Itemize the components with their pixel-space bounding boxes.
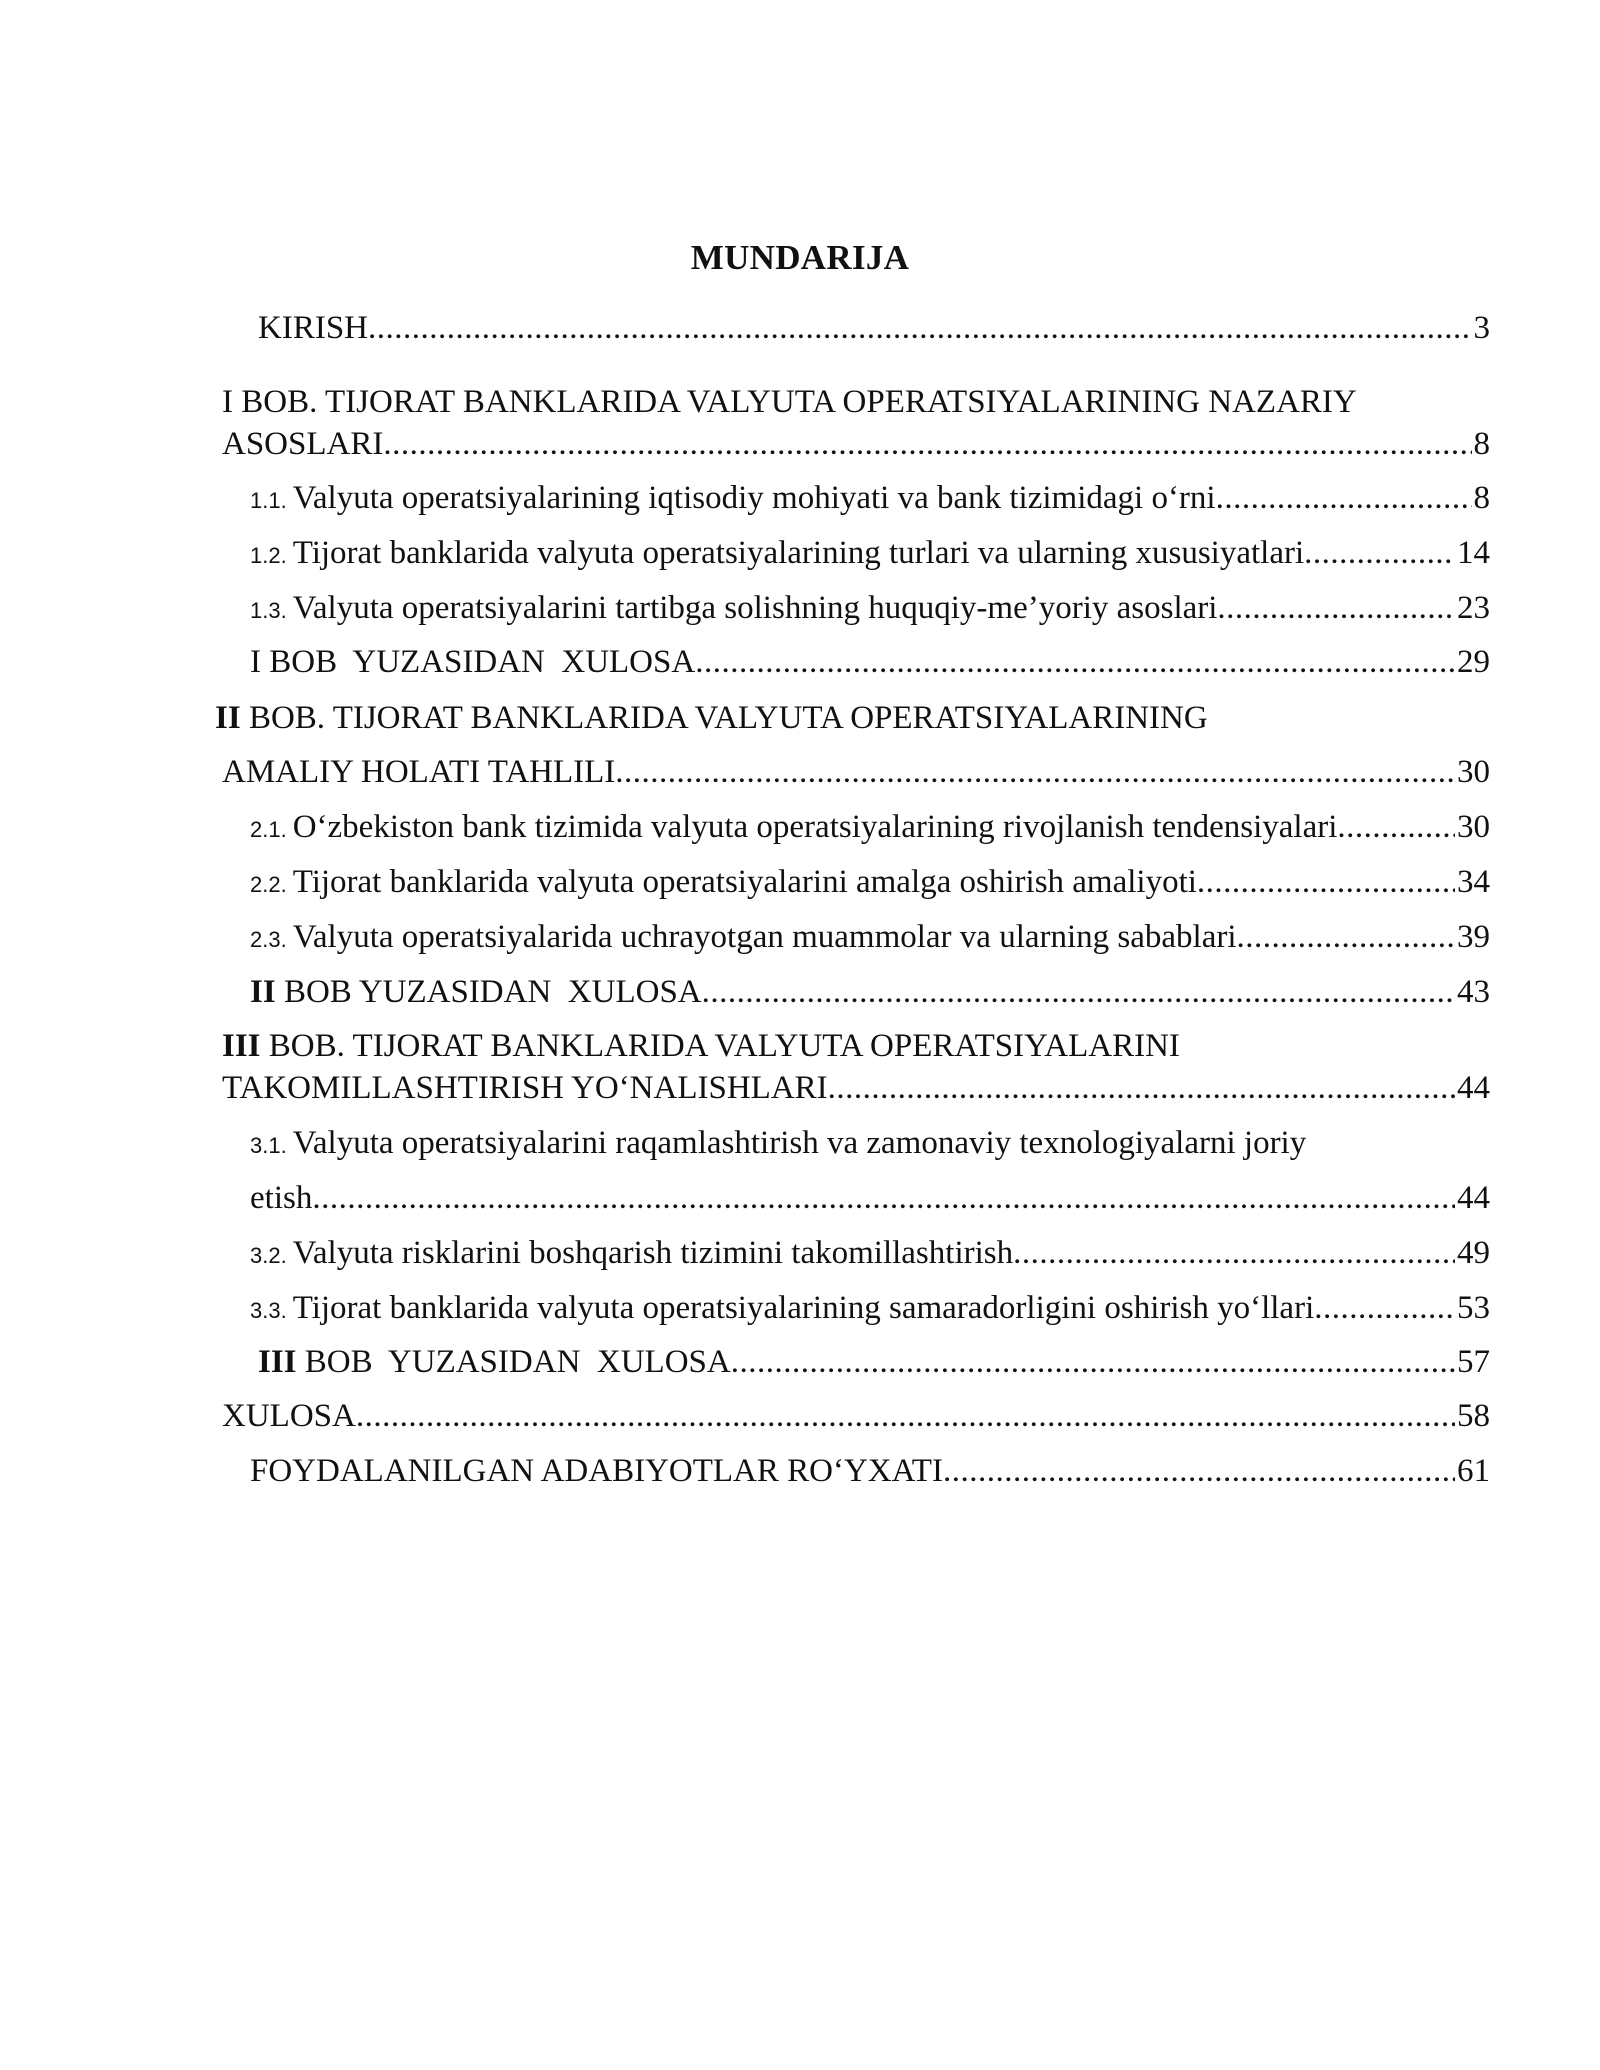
toc-entry-text: Valyuta operatsiyalarida uchrayotgan muammolar va ularning sabablari bbox=[292, 919, 1237, 955]
section-number: 3.3. bbox=[250, 1298, 287, 1323]
toc-section-3-3[interactable] bbox=[250, 1286, 1490, 1330]
toc-entry-text: Valyuta operatsiyalarini tartibga solishning huquqiy-me’yoriy asoslari bbox=[292, 590, 1218, 626]
toc-section-3-1-line1[interactable] bbox=[250, 1121, 1306, 1165]
toc-entry-xulosa[interactable] bbox=[222, 1394, 1490, 1438]
toc-entry-text: Valyuta operatsiyalarini raqamlashtirish va zamonaviy texnologiyalarni joriy bbox=[292, 1125, 1307, 1161]
toc-entry-text: BOB YUZASIDAN XULOSA bbox=[296, 1344, 731, 1380]
dot-leader bbox=[1237, 915, 1455, 959]
toc-page-number: 8 bbox=[1473, 480, 1490, 516]
toc-entry-text: O‘zbekiston bank tizimida valyuta operatsiyalarining rivojlanish tendensiyalari bbox=[292, 809, 1338, 845]
toc-page-number: 49 bbox=[1457, 1235, 1490, 1271]
toc-chapter-1-conclusion[interactable] bbox=[250, 640, 1490, 684]
toc-entry-text: FOYDALANILGAN ADABIYOTLAR RO‘YXATI bbox=[250, 1453, 943, 1489]
chapter-roman-numeral: II bbox=[250, 974, 276, 1010]
toc-entry-text: I BOB YUZASIDAN XULOSA bbox=[250, 644, 696, 680]
toc-page-number: 39 bbox=[1457, 919, 1490, 955]
toc-page-number: 53 bbox=[1457, 1290, 1490, 1326]
toc-entry-text: AMALIY HOLATI TAHLILI bbox=[222, 754, 616, 790]
section-number: 3.1. bbox=[250, 1133, 287, 1158]
dot-leader bbox=[695, 640, 1455, 684]
toc-page-number: 44 bbox=[1457, 1180, 1490, 1216]
section-number: 1.3. bbox=[250, 598, 287, 623]
toc-page-number: 57 bbox=[1457, 1344, 1490, 1380]
dot-leader bbox=[356, 1394, 1455, 1438]
toc-entry-text: Tijorat banklarida valyuta operatsiyalarining samaradorligini oshirish yo‘llari bbox=[292, 1290, 1315, 1326]
toc-entry-text: ASOSLARI bbox=[222, 426, 384, 462]
toc-page-number: 3 bbox=[1473, 310, 1490, 346]
toc-chapter-2-conclusion[interactable] bbox=[250, 970, 1490, 1014]
toc-entry-text: Valyuta operatsiyalarining iqtisodiy mohiyati va bank tizimidagi o‘rni bbox=[292, 480, 1216, 516]
dot-leader bbox=[943, 1449, 1455, 1493]
toc-page-number: 61 bbox=[1457, 1453, 1490, 1489]
toc-section-3-1[interactable] bbox=[250, 1176, 1490, 1220]
dot-leader bbox=[1013, 1231, 1455, 1275]
toc-chapter-3-heading-line1[interactable] bbox=[222, 1024, 1180, 1068]
toc-entry-text: etish bbox=[250, 1180, 313, 1216]
toc-page-number: 30 bbox=[1457, 754, 1490, 790]
toc-page-number: 58 bbox=[1457, 1398, 1490, 1434]
dot-leader bbox=[1197, 860, 1455, 904]
toc-entry-text-group bbox=[258, 1340, 731, 1384]
toc-entry-text: XULOSA bbox=[222, 1398, 356, 1434]
section-number: 1.2. bbox=[250, 543, 287, 568]
toc-entry-text: Valyuta risklarini boshqarish tizimini takomillashtirish bbox=[292, 1235, 1014, 1271]
toc-section-3-2[interactable] bbox=[250, 1231, 1490, 1275]
toc-section-2-2[interactable] bbox=[250, 860, 1490, 904]
toc-page-number: 30 bbox=[1457, 809, 1490, 845]
dot-leader bbox=[731, 1340, 1455, 1384]
dot-leader bbox=[1337, 805, 1455, 849]
toc-entry-text: Tijorat banklarida valyuta operatsiyalarining turlari va ularning xususiyatlari bbox=[292, 535, 1305, 571]
dot-leader bbox=[383, 422, 1471, 466]
toc-section-2-1[interactable] bbox=[250, 805, 1490, 849]
section-number: 2.3. bbox=[250, 927, 287, 952]
toc-page-number: 14 bbox=[1457, 535, 1490, 571]
dot-leader bbox=[1314, 1286, 1455, 1330]
chapter-roman-numeral: II bbox=[215, 700, 241, 736]
toc-page-number: 44 bbox=[1457, 1070, 1490, 1106]
toc-chapter-2[interactable] bbox=[222, 750, 1490, 794]
dot-leader bbox=[828, 1066, 1455, 1110]
toc-page-number: 8 bbox=[1473, 426, 1490, 462]
dot-leader bbox=[1304, 531, 1455, 575]
toc-chapter-1-heading-line1[interactable] bbox=[222, 380, 1357, 424]
dot-leader bbox=[368, 306, 1471, 350]
toc-entry-text: I BOB. TIJORAT BANKLARIDA VALYUTA OPERATSIYALARINING NAZARIY bbox=[222, 384, 1357, 420]
toc-entry-references[interactable] bbox=[250, 1449, 1490, 1493]
toc-chapter-2-heading-line1[interactable] bbox=[215, 696, 1208, 740]
toc-section-1-1[interactable] bbox=[250, 476, 1490, 520]
toc-section-2-3[interactable] bbox=[250, 915, 1490, 959]
toc-chapter-3[interactable] bbox=[222, 1066, 1490, 1110]
section-number: 3.2. bbox=[250, 1243, 287, 1268]
section-number: 2.2. bbox=[250, 872, 287, 897]
toc-page-number: 29 bbox=[1457, 644, 1490, 680]
toc-entry-text: BOB. TIJORAT BANKLARIDA VALYUTA OPERATSIYALARINI bbox=[260, 1028, 1180, 1064]
toc-chapter-3-conclusion[interactable] bbox=[258, 1340, 1490, 1384]
dot-leader bbox=[615, 750, 1455, 794]
toc-entry-text: KIRISH bbox=[258, 310, 369, 346]
toc-page-number: 23 bbox=[1457, 590, 1490, 626]
toc-page-number: 43 bbox=[1457, 974, 1490, 1010]
toc-entry-text-group bbox=[250, 970, 702, 1014]
toc-section-1-2[interactable] bbox=[250, 531, 1490, 575]
section-number: 2.1. bbox=[250, 817, 287, 842]
toc-entry-text: TAKOMILLASHTIRISH YO‘NALISHLARI bbox=[222, 1070, 828, 1106]
section-number: 1.1. bbox=[250, 488, 287, 513]
toc-entry-text: BOB. TIJORAT BANKLARIDA VALYUTA OPERATSIYALARINING bbox=[240, 700, 1208, 736]
dot-leader bbox=[312, 1176, 1455, 1220]
page-title: MUNDARIJA bbox=[690, 238, 910, 277]
toc-section-1-3[interactable] bbox=[250, 586, 1490, 630]
dot-leader bbox=[1216, 476, 1472, 520]
toc-chapter-1[interactable] bbox=[222, 422, 1490, 466]
toc-entry-text: BOB YUZASIDAN XULOSA bbox=[275, 974, 702, 1010]
toc-entry-text: Tijorat banklarida valyuta operatsiyalarini amalga oshirish amaliyoti bbox=[292, 864, 1197, 900]
dot-leader bbox=[1217, 586, 1455, 630]
chapter-roman-numeral: III bbox=[222, 1028, 261, 1064]
dot-leader bbox=[702, 970, 1455, 1014]
toc-entry-kirish[interactable] bbox=[258, 306, 1490, 350]
chapter-roman-numeral: III bbox=[258, 1344, 297, 1380]
toc-page-number: 34 bbox=[1457, 864, 1490, 900]
